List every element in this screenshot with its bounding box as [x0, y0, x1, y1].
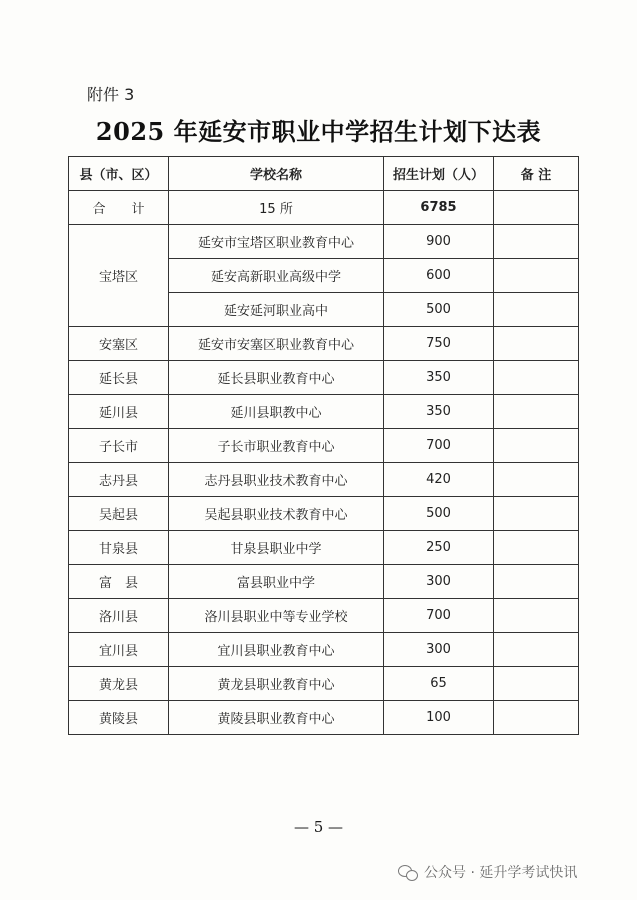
plan-cell: 65	[384, 667, 494, 701]
table-row	[69, 463, 579, 497]
school-cell: 延川县职教中心	[169, 395, 384, 429]
county-cell: 黄陵县	[69, 701, 169, 735]
plan-cell: 420	[384, 463, 494, 497]
plan-cell: 250	[384, 531, 494, 565]
table-row	[69, 701, 579, 735]
note-cell	[494, 463, 579, 497]
note-cell	[494, 497, 579, 531]
note-cell	[494, 293, 579, 327]
county-cell: 延长县	[69, 361, 169, 395]
watermark-text: 公众号 · 延升学考试快讯	[424, 865, 578, 881]
county-cell: 富 县	[69, 565, 169, 599]
total-note	[494, 191, 579, 225]
school-cell: 黄龙县职业教育中心	[169, 667, 384, 701]
page-number: — 5 —	[293, 818, 344, 836]
school-cell: 子长市职业教育中心	[169, 429, 384, 463]
note-cell	[494, 429, 579, 463]
plan-cell: 750	[384, 327, 494, 361]
school-cell: 黄陵县职业教育中心	[169, 701, 384, 735]
note-cell	[494, 361, 579, 395]
note-cell	[494, 565, 579, 599]
school-cell: 志丹县职业技术教育中心	[169, 463, 384, 497]
note-cell	[494, 327, 579, 361]
county-cell: 宝塔区	[69, 225, 169, 327]
plan-cell: 500	[384, 497, 494, 531]
plan-cell: 300	[384, 633, 494, 667]
enrollment-table	[68, 156, 579, 735]
school-cell: 延安高新职业高级中学	[169, 259, 384, 293]
note-cell	[494, 259, 579, 293]
plan-cell: 100	[384, 701, 494, 735]
county-cell: 安塞区	[69, 327, 169, 361]
school-cell: 洛川县职业中等专业学校	[169, 599, 384, 633]
plan-cell: 900	[384, 225, 494, 259]
county-cell: 宜川县	[69, 633, 169, 667]
school-cell: 宜川县职业教育中心	[169, 633, 384, 667]
total-label: 合 计	[69, 191, 169, 225]
plan-cell: 350	[384, 395, 494, 429]
school-cell: 甘泉县职业中学	[169, 531, 384, 565]
note-cell	[494, 701, 579, 735]
county-cell: 黄龙县	[69, 667, 169, 701]
plan-cell: 300	[384, 565, 494, 599]
table-row	[69, 361, 579, 395]
note-cell	[494, 633, 579, 667]
note-cell	[494, 531, 579, 565]
school-cell: 延安市安塞区职业教育中心	[169, 327, 384, 361]
table-row	[69, 327, 579, 361]
table-header-row	[69, 157, 579, 191]
table-row	[69, 633, 579, 667]
county-cell: 吴起县	[69, 497, 169, 531]
header-plan: 招生计划（人）	[384, 157, 494, 191]
table-row	[69, 565, 579, 599]
header-note: 备 注	[494, 157, 579, 191]
plan-cell: 700	[384, 429, 494, 463]
total-row	[69, 191, 579, 225]
note-cell	[494, 395, 579, 429]
school-cell: 延安市宝塔区职业教育中心	[169, 225, 384, 259]
county-cell: 延川县	[69, 395, 169, 429]
county-cell: 志丹县	[69, 463, 169, 497]
plan-cell: 350	[384, 361, 494, 395]
total-plan: 6785	[384, 191, 494, 225]
note-cell	[494, 667, 579, 701]
table-row	[69, 599, 579, 633]
county-cell: 子长市	[69, 429, 169, 463]
county-cell: 甘泉县	[69, 531, 169, 565]
county-cell: 洛川县	[69, 599, 169, 633]
note-cell	[494, 599, 579, 633]
page-title: 2025 年延安市职业中学招生计划下达表	[95, 117, 542, 146]
note-cell	[494, 225, 579, 259]
table-row	[69, 395, 579, 429]
plan-cell: 500	[384, 293, 494, 327]
attachment-label: 附件 3	[87, 85, 135, 104]
table-row	[69, 429, 579, 463]
school-cell: 延长县职业教育中心	[169, 361, 384, 395]
table-row	[69, 531, 579, 565]
school-cell: 延安延河职业高中	[169, 293, 384, 327]
plan-cell: 700	[384, 599, 494, 633]
plan-cell: 600	[384, 259, 494, 293]
table-row	[69, 225, 579, 259]
table-row	[69, 667, 579, 701]
watermark	[398, 862, 577, 882]
school-cell: 吴起县职业技术教育中心	[169, 497, 384, 531]
header-county: 县（市、区）	[69, 157, 169, 191]
table-row	[69, 497, 579, 531]
wechat-icon	[398, 864, 418, 880]
school-cell: 富县职业中学	[169, 565, 384, 599]
total-schools: 15 所	[169, 191, 384, 225]
header-school: 学校名称	[169, 157, 384, 191]
